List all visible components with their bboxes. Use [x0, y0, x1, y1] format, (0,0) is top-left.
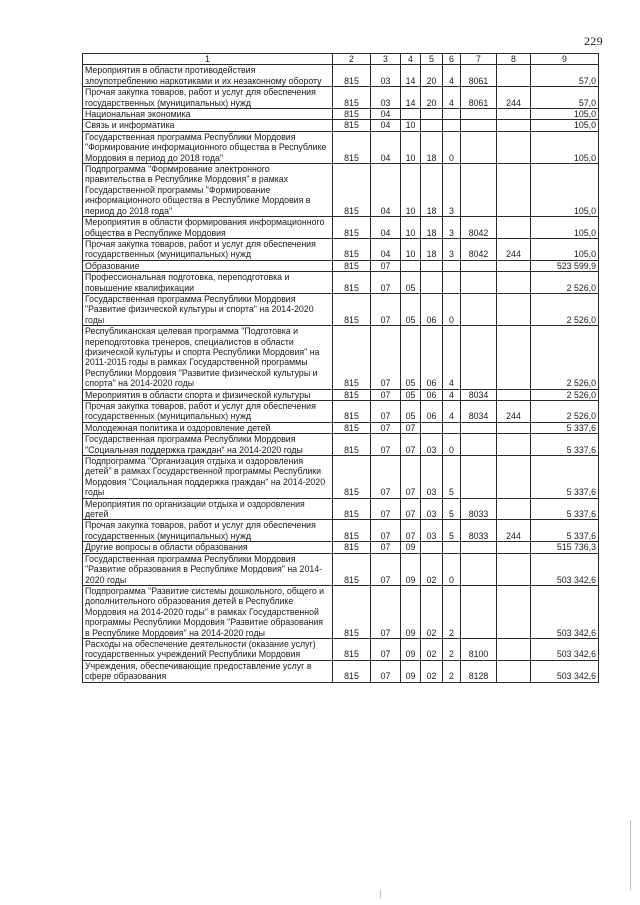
code-subsection: 05	[401, 401, 421, 423]
row-description: Расходы на обеспечение деятельности (оказание услуг) государственных учреждений Республики Мордовия	[83, 638, 333, 660]
code-subprogram	[443, 422, 461, 433]
code-target	[461, 434, 497, 456]
code-subprogram: 2	[443, 660, 461, 682]
code-subsection: 09	[401, 542, 421, 553]
row-amount: 5 337,6	[531, 498, 599, 520]
row-amount: 503 342,6	[531, 585, 599, 638]
code-ministry: 815	[333, 434, 371, 456]
code-target	[461, 326, 497, 389]
table-row	[83, 401, 599, 423]
code-subsection: 10	[401, 131, 421, 163]
row-description: Подпрограмма "Организация отдыха и оздоровления детей" в рамках Государственной программы Республики Мордовия "Социальная поддержка граждан" на 2014-2020 годы	[83, 456, 333, 499]
code-program: 18	[421, 217, 443, 239]
code-program: 20	[421, 65, 443, 87]
code-program: 02	[421, 660, 443, 682]
code-section: 07	[371, 520, 401, 542]
row-description: Мероприятия в области противодействия злоупотреблению наркотиками и их незаконному обороту	[83, 65, 333, 87]
code-subsection: 09	[401, 660, 421, 682]
code-ministry: 815	[333, 164, 371, 217]
column-header: 2	[333, 54, 371, 65]
code-ministry: 815	[333, 87, 371, 109]
code-ministry: 815	[333, 542, 371, 553]
table-row	[83, 164, 599, 217]
row-description: Государственная программа Республики Мордовия "Социальная поддержка граждан" на 2014-2020 годы	[83, 434, 333, 456]
code-target: 8042	[461, 217, 497, 239]
code-program: 18	[421, 164, 443, 217]
code-target	[461, 120, 497, 131]
code-program	[421, 272, 443, 294]
code-ministry: 815	[333, 109, 371, 120]
code-subsection: 07	[401, 422, 421, 433]
code-section: 07	[371, 542, 401, 553]
code-subprogram: 4	[443, 87, 461, 109]
code-subprogram: 4	[443, 389, 461, 400]
code-ministry: 815	[333, 401, 371, 423]
code-subsection	[401, 109, 421, 120]
table-row	[83, 238, 599, 260]
code-program: 18	[421, 131, 443, 163]
code-section: 04	[371, 164, 401, 217]
code-section: 07	[371, 638, 401, 660]
code-target: 8061	[461, 87, 497, 109]
code-ministry: 815	[333, 520, 371, 542]
code-target	[461, 272, 497, 294]
code-section: 04	[371, 120, 401, 131]
row-amount: 2 526,0	[531, 389, 599, 400]
code-subsection: 10	[401, 238, 421, 260]
code-ministry: 815	[333, 293, 371, 325]
code-target	[461, 164, 497, 217]
table-row	[83, 272, 599, 294]
code-subsection: 09	[401, 553, 421, 585]
table-row	[83, 456, 599, 499]
code-expense-type	[497, 434, 531, 456]
code-ministry: 815	[333, 65, 371, 87]
code-subprogram: 2	[443, 638, 461, 660]
table-row	[83, 553, 599, 585]
row-amount: 2 526,0	[531, 272, 599, 294]
code-program: 06	[421, 326, 443, 389]
scan-edge-mark	[630, 820, 631, 890]
code-subprogram: 3	[443, 217, 461, 239]
code-program: 02	[421, 585, 443, 638]
code-ministry: 815	[333, 272, 371, 294]
code-target	[461, 293, 497, 325]
row-description: Образование	[83, 260, 333, 271]
table-row	[83, 217, 599, 239]
code-subsection: 10	[401, 164, 421, 217]
column-header: 8	[497, 54, 531, 65]
code-expense-type	[497, 498, 531, 520]
code-section: 07	[371, 434, 401, 456]
code-subprogram: 4	[443, 401, 461, 423]
row-amount: 523 599,9	[531, 260, 599, 271]
code-expense-type	[497, 422, 531, 433]
code-target: 8033	[461, 520, 497, 542]
code-target: 8042	[461, 238, 497, 260]
table-row	[83, 434, 599, 456]
code-section: 03	[371, 65, 401, 87]
row-amount: 57,0	[531, 87, 599, 109]
code-target	[461, 585, 497, 638]
code-subsection: 07	[401, 456, 421, 499]
code-subsection	[401, 260, 421, 271]
code-program: 18	[421, 238, 443, 260]
code-program: 03	[421, 434, 443, 456]
code-subsection: 07	[401, 520, 421, 542]
code-section: 04	[371, 238, 401, 260]
code-subsection: 10	[401, 217, 421, 239]
code-subsection: 10	[401, 120, 421, 131]
row-amount: 105,0	[531, 120, 599, 131]
row-amount: 5 337,6	[531, 456, 599, 499]
code-subprogram: 4	[443, 326, 461, 389]
table-row	[83, 109, 599, 120]
column-header: 3	[371, 54, 401, 65]
row-amount: 5 337,6	[531, 434, 599, 456]
code-ministry: 815	[333, 260, 371, 271]
row-amount: 105,0	[531, 131, 599, 163]
code-expense-type	[497, 217, 531, 239]
code-target: 8034	[461, 401, 497, 423]
code-subprogram	[443, 542, 461, 553]
code-expense-type	[497, 660, 531, 682]
code-target	[461, 131, 497, 163]
code-expense-type	[497, 120, 531, 131]
column-header: 6	[443, 54, 461, 65]
code-subprogram: 0	[443, 293, 461, 325]
code-subsection: 05	[401, 326, 421, 389]
code-target	[461, 109, 497, 120]
code-subprogram	[443, 260, 461, 271]
code-ministry: 815	[333, 422, 371, 433]
table-row	[83, 131, 599, 163]
row-amount: 5 337,6	[531, 422, 599, 433]
row-amount: 105,0	[531, 217, 599, 239]
code-target	[461, 553, 497, 585]
code-subprogram: 5	[443, 456, 461, 499]
code-subprogram	[443, 120, 461, 131]
code-section: 07	[371, 585, 401, 638]
table-row	[83, 498, 599, 520]
code-ministry: 815	[333, 389, 371, 400]
code-section: 07	[371, 293, 401, 325]
code-expense-type	[497, 326, 531, 389]
column-header: 1	[83, 54, 333, 65]
code-program: 03	[421, 498, 443, 520]
row-description: Учреждения, обеспечивающие предоставление услуг в сфере образования	[83, 660, 333, 682]
row-description: Республиканская целевая программа "Подготовка и переподготовка тренеров, специалистов в области физической культуры и спорта Республики Мордовия" на 2011-2015 годы в рамках Государственной программы Республики Мордовия "Развитие физической культуры и спорта" на 2014-2020 годы	[83, 326, 333, 389]
row-amount: 5 337,6	[531, 520, 599, 542]
code-subsection: 07	[401, 434, 421, 456]
code-target	[461, 456, 497, 499]
code-ministry: 815	[333, 498, 371, 520]
code-expense-type	[497, 131, 531, 163]
row-description: Связь и информатика	[83, 120, 333, 131]
code-expense-type	[497, 389, 531, 400]
code-subprogram: 4	[443, 65, 461, 87]
table-row	[83, 422, 599, 433]
code-subprogram: 5	[443, 520, 461, 542]
code-program: 06	[421, 389, 443, 400]
code-target	[461, 422, 497, 433]
table-row	[83, 120, 599, 131]
code-subsection: 09	[401, 638, 421, 660]
code-expense-type	[497, 542, 531, 553]
row-description: Национальная экономика	[83, 109, 333, 120]
row-description: Мероприятия в области формирования информационного общества в Республике Мордовия	[83, 217, 333, 239]
table-row	[83, 293, 599, 325]
row-description: Государственная программа Республики Мордовия "Развитие образования в Республике Мордовия" на 2014-2020 годы	[83, 553, 333, 585]
code-subprogram	[443, 109, 461, 120]
scan-edge-mark	[380, 890, 381, 898]
table-row	[83, 542, 599, 553]
column-header: 4	[401, 54, 421, 65]
code-program	[421, 260, 443, 271]
code-ministry: 815	[333, 638, 371, 660]
code-section: 07	[371, 401, 401, 423]
code-section: 03	[371, 87, 401, 109]
code-program	[421, 422, 443, 433]
row-description: Подпрограмма "Формирование электронного правительства в Республике Мордовия" в рамках Государственной программы "Формирование информационного общества в Республике Мордовия в период до 2018 года"	[83, 164, 333, 217]
row-description: Государственная программа Республики Мордовия "Формирование информационного общества в Республике Мордовия в период до 2018 года"	[83, 131, 333, 163]
code-section: 07	[371, 272, 401, 294]
code-program: 06	[421, 293, 443, 325]
code-subsection: 05	[401, 272, 421, 294]
column-header: 5	[421, 54, 443, 65]
code-ministry: 815	[333, 217, 371, 239]
row-description: Государственная программа Республики Мордовия "Развитие физической культуры и спорта" на 2014-2020 годы	[83, 293, 333, 325]
table-row	[83, 87, 599, 109]
code-target	[461, 542, 497, 553]
row-amount: 105,0	[531, 164, 599, 217]
row-description: Другие вопросы в области образования	[83, 542, 333, 553]
code-expense-type: 244	[497, 238, 531, 260]
code-section: 07	[371, 498, 401, 520]
code-subsection: 05	[401, 389, 421, 400]
code-expense-type: 244	[497, 401, 531, 423]
code-target: 8100	[461, 638, 497, 660]
code-ministry: 815	[333, 456, 371, 499]
row-description: Мероприятия по организации отдыха и оздоровления детей	[83, 498, 333, 520]
code-subsection: 07	[401, 498, 421, 520]
code-subprogram: 3	[443, 238, 461, 260]
code-expense-type	[497, 638, 531, 660]
code-subsection: 09	[401, 585, 421, 638]
row-description: Прочая закупка товаров, работ и услуг для обеспечения государственных (муниципальных) нужд	[83, 87, 333, 109]
code-expense-type	[497, 65, 531, 87]
table-row	[83, 260, 599, 271]
code-section: 07	[371, 260, 401, 271]
code-program: 03	[421, 456, 443, 499]
code-ministry: 815	[333, 238, 371, 260]
row-description: Прочая закупка товаров, работ и услуг для обеспечения государственных (муниципальных) нужд	[83, 238, 333, 260]
code-subprogram	[443, 272, 461, 294]
row-amount: 2 526,0	[531, 401, 599, 423]
code-target	[461, 260, 497, 271]
code-expense-type: 244	[497, 87, 531, 109]
page-number: 229	[584, 34, 603, 48]
code-expense-type	[497, 456, 531, 499]
code-program: 03	[421, 520, 443, 542]
table-row	[83, 520, 599, 542]
table-row	[83, 660, 599, 682]
code-section: 04	[371, 217, 401, 239]
row-description: Молодежная политика и оздоровление детей	[83, 422, 333, 433]
code-subprogram: 0	[443, 131, 461, 163]
row-amount: 2 526,0	[531, 326, 599, 389]
code-program: 02	[421, 553, 443, 585]
row-description: Прочая закупка товаров, работ и услуг для обеспечения государственных (муниципальных) нужд	[83, 401, 333, 423]
code-expense-type	[497, 164, 531, 217]
code-expense-type	[497, 293, 531, 325]
row-amount: 105,0	[531, 109, 599, 120]
row-amount: 503 342,6	[531, 638, 599, 660]
row-description: Мероприятия в области спорта и физической культуры	[83, 389, 333, 400]
code-program	[421, 120, 443, 131]
table-row	[83, 638, 599, 660]
code-ministry: 815	[333, 326, 371, 389]
budget-table	[82, 53, 599, 683]
row-amount: 2 526,0	[531, 293, 599, 325]
code-expense-type	[497, 553, 531, 585]
code-target: 8128	[461, 660, 497, 682]
code-program: 02	[421, 638, 443, 660]
row-amount: 503 342,6	[531, 553, 599, 585]
code-subprogram: 5	[443, 498, 461, 520]
code-section: 07	[371, 553, 401, 585]
table-row	[83, 585, 599, 638]
table-row	[83, 65, 599, 87]
code-expense-type	[497, 260, 531, 271]
code-program: 20	[421, 87, 443, 109]
code-expense-type	[497, 109, 531, 120]
code-target: 8061	[461, 65, 497, 87]
code-ministry: 815	[333, 120, 371, 131]
code-expense-type	[497, 272, 531, 294]
row-amount: 515 736,3	[531, 542, 599, 553]
code-program	[421, 109, 443, 120]
column-header: 9	[531, 54, 599, 65]
code-subsection: 14	[401, 65, 421, 87]
code-section: 07	[371, 422, 401, 433]
header-row	[83, 54, 599, 65]
code-subprogram: 0	[443, 553, 461, 585]
row-amount: 503 342,6	[531, 660, 599, 682]
code-ministry: 815	[333, 585, 371, 638]
code-subsection: 14	[401, 87, 421, 109]
code-program: 06	[421, 401, 443, 423]
row-amount: 57,0	[531, 65, 599, 87]
code-section: 07	[371, 456, 401, 499]
code-expense-type: 244	[497, 520, 531, 542]
code-section: 07	[371, 326, 401, 389]
code-section: 04	[371, 109, 401, 120]
row-amount: 105,0	[531, 238, 599, 260]
code-subprogram: 3	[443, 164, 461, 217]
code-ministry: 815	[333, 553, 371, 585]
code-expense-type	[497, 585, 531, 638]
table-row	[83, 389, 599, 400]
code-section: 07	[371, 660, 401, 682]
table-row	[83, 326, 599, 389]
row-description: Прочая закупка товаров, работ и услуг для обеспечения государственных (муниципальных) нужд	[83, 520, 333, 542]
code-subprogram: 0	[443, 434, 461, 456]
column-header: 7	[461, 54, 497, 65]
code-target: 8034	[461, 389, 497, 400]
table-body	[83, 65, 599, 682]
row-description: Профессиональная подготовка, переподготовка и повышение квалификации	[83, 272, 333, 294]
row-description: Подпрограмма "Развитие системы дошкольного, общего и дополнительного образования детей в Республике Мордовия на 2014-2020 годы" в рамках Государственной программы Республики Мордовия "Развитие образования в Республике Мордовия" на 2014-2020 годы	[83, 585, 333, 638]
code-program	[421, 542, 443, 553]
code-ministry: 815	[333, 131, 371, 163]
code-section: 04	[371, 131, 401, 163]
code-subprogram: 2	[443, 585, 461, 638]
code-section: 07	[371, 389, 401, 400]
code-ministry: 815	[333, 660, 371, 682]
code-subsection: 05	[401, 293, 421, 325]
code-target: 8033	[461, 498, 497, 520]
